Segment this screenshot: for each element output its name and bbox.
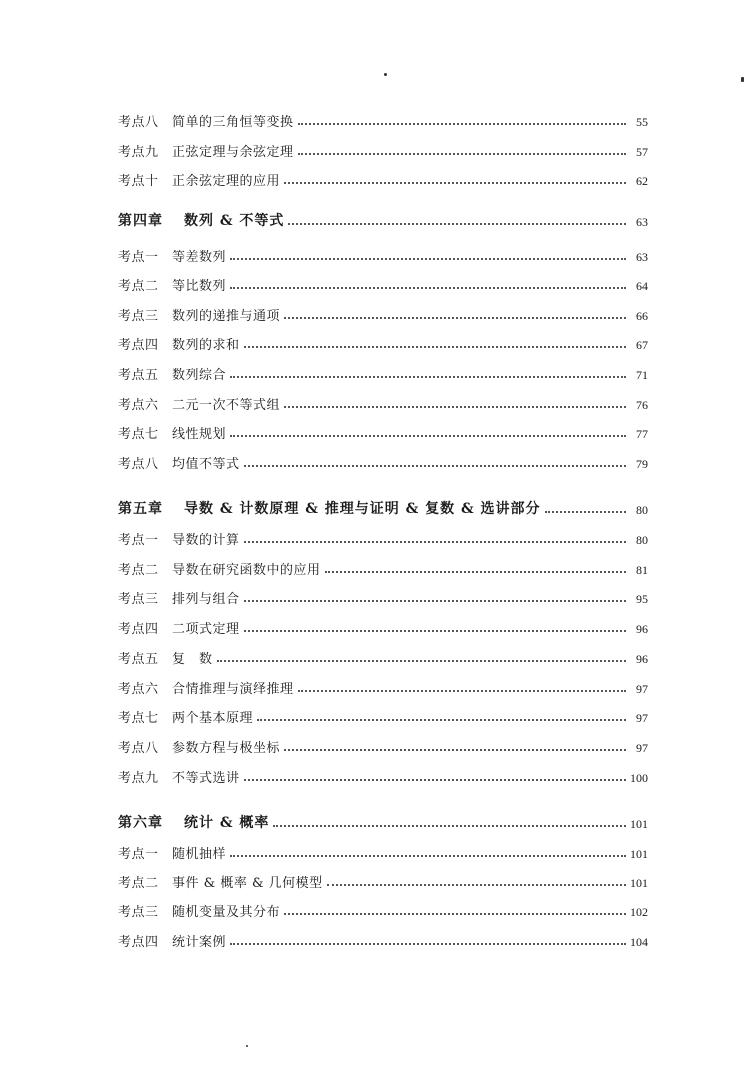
entry-title: 统计案例 bbox=[172, 935, 227, 950]
dot-leader bbox=[244, 541, 626, 543]
entry-title: 两个基本原理 bbox=[172, 711, 254, 726]
entry-code: 考点五 bbox=[118, 368, 159, 383]
dot-leader bbox=[284, 406, 626, 408]
page-number: 71 bbox=[636, 368, 648, 382]
dot-leader bbox=[284, 182, 626, 184]
entry-title: 二元一次不等式组 bbox=[172, 398, 281, 413]
entry-code: 考点七 bbox=[118, 711, 159, 726]
entry-title: 事件 & 概率 & 几何模型 bbox=[172, 876, 323, 891]
entry-label bbox=[118, 364, 226, 383]
entry-code: 第五章 bbox=[118, 501, 163, 517]
page-number: 101 bbox=[630, 876, 648, 890]
entry-label bbox=[118, 872, 323, 891]
page-number: 76 bbox=[636, 398, 648, 412]
entry-code: 考点二 bbox=[118, 876, 159, 891]
entry-title: 复 数 bbox=[172, 652, 213, 667]
scan-speck bbox=[741, 77, 744, 82]
page-number: 77 bbox=[636, 427, 648, 441]
entry-label bbox=[118, 394, 280, 413]
toc-entry[interactable] bbox=[118, 526, 648, 548]
page-number: 100 bbox=[630, 771, 648, 785]
entry-label bbox=[118, 767, 240, 786]
toc-entry[interactable] bbox=[118, 675, 648, 697]
toc-entry[interactable] bbox=[118, 243, 648, 265]
page-number: 97 bbox=[636, 741, 648, 755]
entry-code: 考点三 bbox=[118, 592, 159, 607]
dot-leader bbox=[298, 153, 626, 155]
toc-entry[interactable] bbox=[118, 167, 648, 189]
toc-entry[interactable] bbox=[118, 869, 648, 891]
entry-code: 第六章 bbox=[118, 815, 163, 831]
chapter-entry[interactable] bbox=[118, 810, 648, 832]
dot-leader bbox=[327, 884, 626, 886]
entry-code: 考点二 bbox=[118, 279, 159, 294]
toc-entry[interactable] bbox=[118, 331, 648, 353]
entry-title: 等差数列 bbox=[172, 250, 227, 265]
toc-entry[interactable] bbox=[118, 108, 648, 130]
entry-label bbox=[118, 246, 226, 265]
entry-title: 线性规划 bbox=[172, 427, 227, 442]
dot-leader bbox=[230, 943, 626, 945]
toc-entry[interactable] bbox=[118, 138, 648, 160]
entry-code: 考点二 bbox=[118, 563, 159, 578]
page-number: 96 bbox=[636, 622, 648, 636]
entry-title: 合情推理与演绎推理 bbox=[172, 682, 294, 697]
entry-title: 随机变量及其分布 bbox=[172, 905, 281, 920]
dot-leader bbox=[298, 690, 626, 692]
entry-title: 均值不等式 bbox=[172, 457, 240, 472]
entry-title: 排列与组合 bbox=[172, 592, 240, 607]
toc-entry[interactable] bbox=[118, 391, 648, 413]
entry-title: 参数方程与极坐标 bbox=[172, 741, 281, 756]
toc-entry[interactable] bbox=[118, 928, 648, 950]
dot-leader bbox=[545, 511, 626, 513]
dot-leader bbox=[288, 223, 626, 225]
entry-label bbox=[118, 678, 294, 697]
page-number: 64 bbox=[636, 279, 648, 293]
entry-title: 正余弦定理的应用 bbox=[172, 174, 281, 189]
page-number: 79 bbox=[636, 457, 648, 471]
entry-label bbox=[118, 618, 240, 637]
dot-leader bbox=[257, 719, 626, 721]
entry-code: 考点六 bbox=[118, 398, 159, 413]
entry-label bbox=[118, 275, 226, 294]
toc-entry[interactable] bbox=[118, 764, 648, 786]
entry-code: 考点三 bbox=[118, 905, 159, 920]
entry-title: 数列的递推与通项 bbox=[172, 309, 281, 324]
entry-code: 考点一 bbox=[118, 250, 159, 265]
dot-leader bbox=[244, 346, 626, 348]
entry-title: 简单的三角恒等变换 bbox=[172, 115, 294, 130]
entry-code: 考点七 bbox=[118, 427, 159, 442]
dot-leader bbox=[244, 465, 626, 467]
toc-entry[interactable] bbox=[118, 420, 648, 442]
scan-speck bbox=[384, 73, 387, 76]
page-number: 80 bbox=[636, 503, 648, 517]
dot-leader bbox=[230, 376, 626, 378]
entry-label bbox=[118, 901, 280, 920]
entry-label bbox=[118, 737, 280, 756]
page-number: 104 bbox=[630, 935, 648, 949]
entry-code: 第四章 bbox=[118, 213, 163, 229]
page-number: 97 bbox=[636, 711, 648, 725]
entry-label bbox=[118, 648, 213, 667]
entry-code: 考点一 bbox=[118, 533, 159, 548]
chapter-entry[interactable] bbox=[118, 208, 648, 230]
entry-code: 考点四 bbox=[118, 935, 159, 950]
entry-title: 导数的计算 bbox=[172, 533, 240, 548]
page-number: 81 bbox=[636, 563, 648, 577]
toc-entry[interactable] bbox=[118, 556, 648, 578]
entry-label bbox=[118, 334, 240, 353]
entry-label bbox=[118, 559, 321, 578]
entry-label bbox=[118, 141, 294, 160]
entry-title: 数列 & 不等式 bbox=[184, 213, 285, 229]
entry-code: 考点八 bbox=[118, 457, 159, 472]
entry-label bbox=[118, 931, 226, 950]
entry-label bbox=[118, 305, 280, 324]
entry-label bbox=[118, 707, 253, 726]
entry-title: 正弦定理与余弦定理 bbox=[172, 145, 294, 160]
page-number: 57 bbox=[636, 145, 648, 159]
dot-leader bbox=[284, 913, 626, 915]
page-number: 101 bbox=[630, 847, 648, 861]
toc-entry[interactable] bbox=[118, 734, 648, 756]
dot-leader bbox=[244, 600, 626, 602]
entry-label bbox=[118, 498, 541, 518]
entry-code: 考点三 bbox=[118, 309, 159, 324]
chapter-entry[interactable] bbox=[118, 496, 648, 518]
entry-title: 导数在研究函数中的应用 bbox=[172, 563, 321, 578]
page-number: 55 bbox=[636, 115, 648, 129]
entry-label bbox=[118, 423, 226, 442]
entry-code: 考点六 bbox=[118, 682, 159, 697]
dot-leader bbox=[244, 779, 626, 781]
entry-code: 考点四 bbox=[118, 622, 159, 637]
dot-leader bbox=[244, 630, 626, 632]
entry-label bbox=[118, 453, 240, 472]
entry-label bbox=[118, 843, 226, 862]
page-number: 63 bbox=[636, 215, 648, 229]
entry-code: 考点九 bbox=[118, 771, 159, 786]
entry-code: 考点八 bbox=[118, 741, 159, 756]
entry-code: 考点十 bbox=[118, 174, 159, 189]
toc-entry[interactable] bbox=[118, 704, 648, 726]
page-number: 95 bbox=[636, 592, 648, 606]
page-number: 80 bbox=[636, 533, 648, 547]
dot-leader bbox=[230, 855, 626, 857]
dot-leader bbox=[230, 258, 626, 260]
dot-leader bbox=[284, 317, 626, 319]
toc-entry[interactable] bbox=[118, 840, 648, 862]
entry-title: 统计 & 概率 bbox=[184, 815, 270, 831]
toc-entry[interactable] bbox=[118, 585, 648, 607]
dot-leader bbox=[230, 287, 626, 289]
scan-speck bbox=[246, 1045, 248, 1047]
toc-entry[interactable] bbox=[118, 302, 648, 324]
page-number: 97 bbox=[636, 682, 648, 696]
dot-leader bbox=[284, 749, 626, 751]
entry-title: 等比数列 bbox=[172, 279, 227, 294]
entry-title: 数列综合 bbox=[172, 368, 227, 383]
entry-title: 随机抽样 bbox=[172, 847, 227, 862]
entry-title: 不等式选讲 bbox=[172, 771, 240, 786]
toc-entry[interactable] bbox=[118, 361, 648, 383]
entry-label bbox=[118, 111, 294, 130]
entry-label bbox=[118, 812, 269, 832]
page-number: 96 bbox=[636, 652, 648, 666]
toc-entry[interactable] bbox=[118, 898, 648, 920]
entry-title: 数列的求和 bbox=[172, 338, 240, 353]
dot-leader bbox=[298, 123, 626, 125]
dot-leader bbox=[325, 571, 626, 573]
entry-title: 导数 & 计数原理 & 推理与证明 & 复数 & 选讲部分 bbox=[184, 501, 541, 517]
entry-label bbox=[118, 529, 240, 548]
page-number: 63 bbox=[636, 250, 648, 264]
toc-entry[interactable] bbox=[118, 450, 648, 472]
page-number: 102 bbox=[630, 905, 648, 919]
dot-leader bbox=[230, 435, 626, 437]
page-number: 62 bbox=[636, 174, 648, 188]
entry-label bbox=[118, 210, 284, 230]
entry-code: 考点一 bbox=[118, 847, 159, 862]
entry-code: 考点五 bbox=[118, 652, 159, 667]
page-number: 101 bbox=[630, 817, 648, 831]
toc-entry[interactable] bbox=[118, 272, 648, 294]
entry-code: 考点九 bbox=[118, 145, 159, 160]
dot-leader bbox=[217, 660, 626, 662]
entry-code: 考点八 bbox=[118, 115, 159, 130]
entry-title: 二项式定理 bbox=[172, 622, 240, 637]
entry-label bbox=[118, 588, 240, 607]
entry-label bbox=[118, 170, 280, 189]
page-number: 67 bbox=[636, 338, 648, 352]
dot-leader bbox=[273, 825, 626, 827]
toc-entry[interactable] bbox=[118, 615, 648, 637]
entry-code: 考点四 bbox=[118, 338, 159, 353]
toc-entry[interactable] bbox=[118, 645, 648, 667]
page-number: 66 bbox=[636, 309, 648, 323]
